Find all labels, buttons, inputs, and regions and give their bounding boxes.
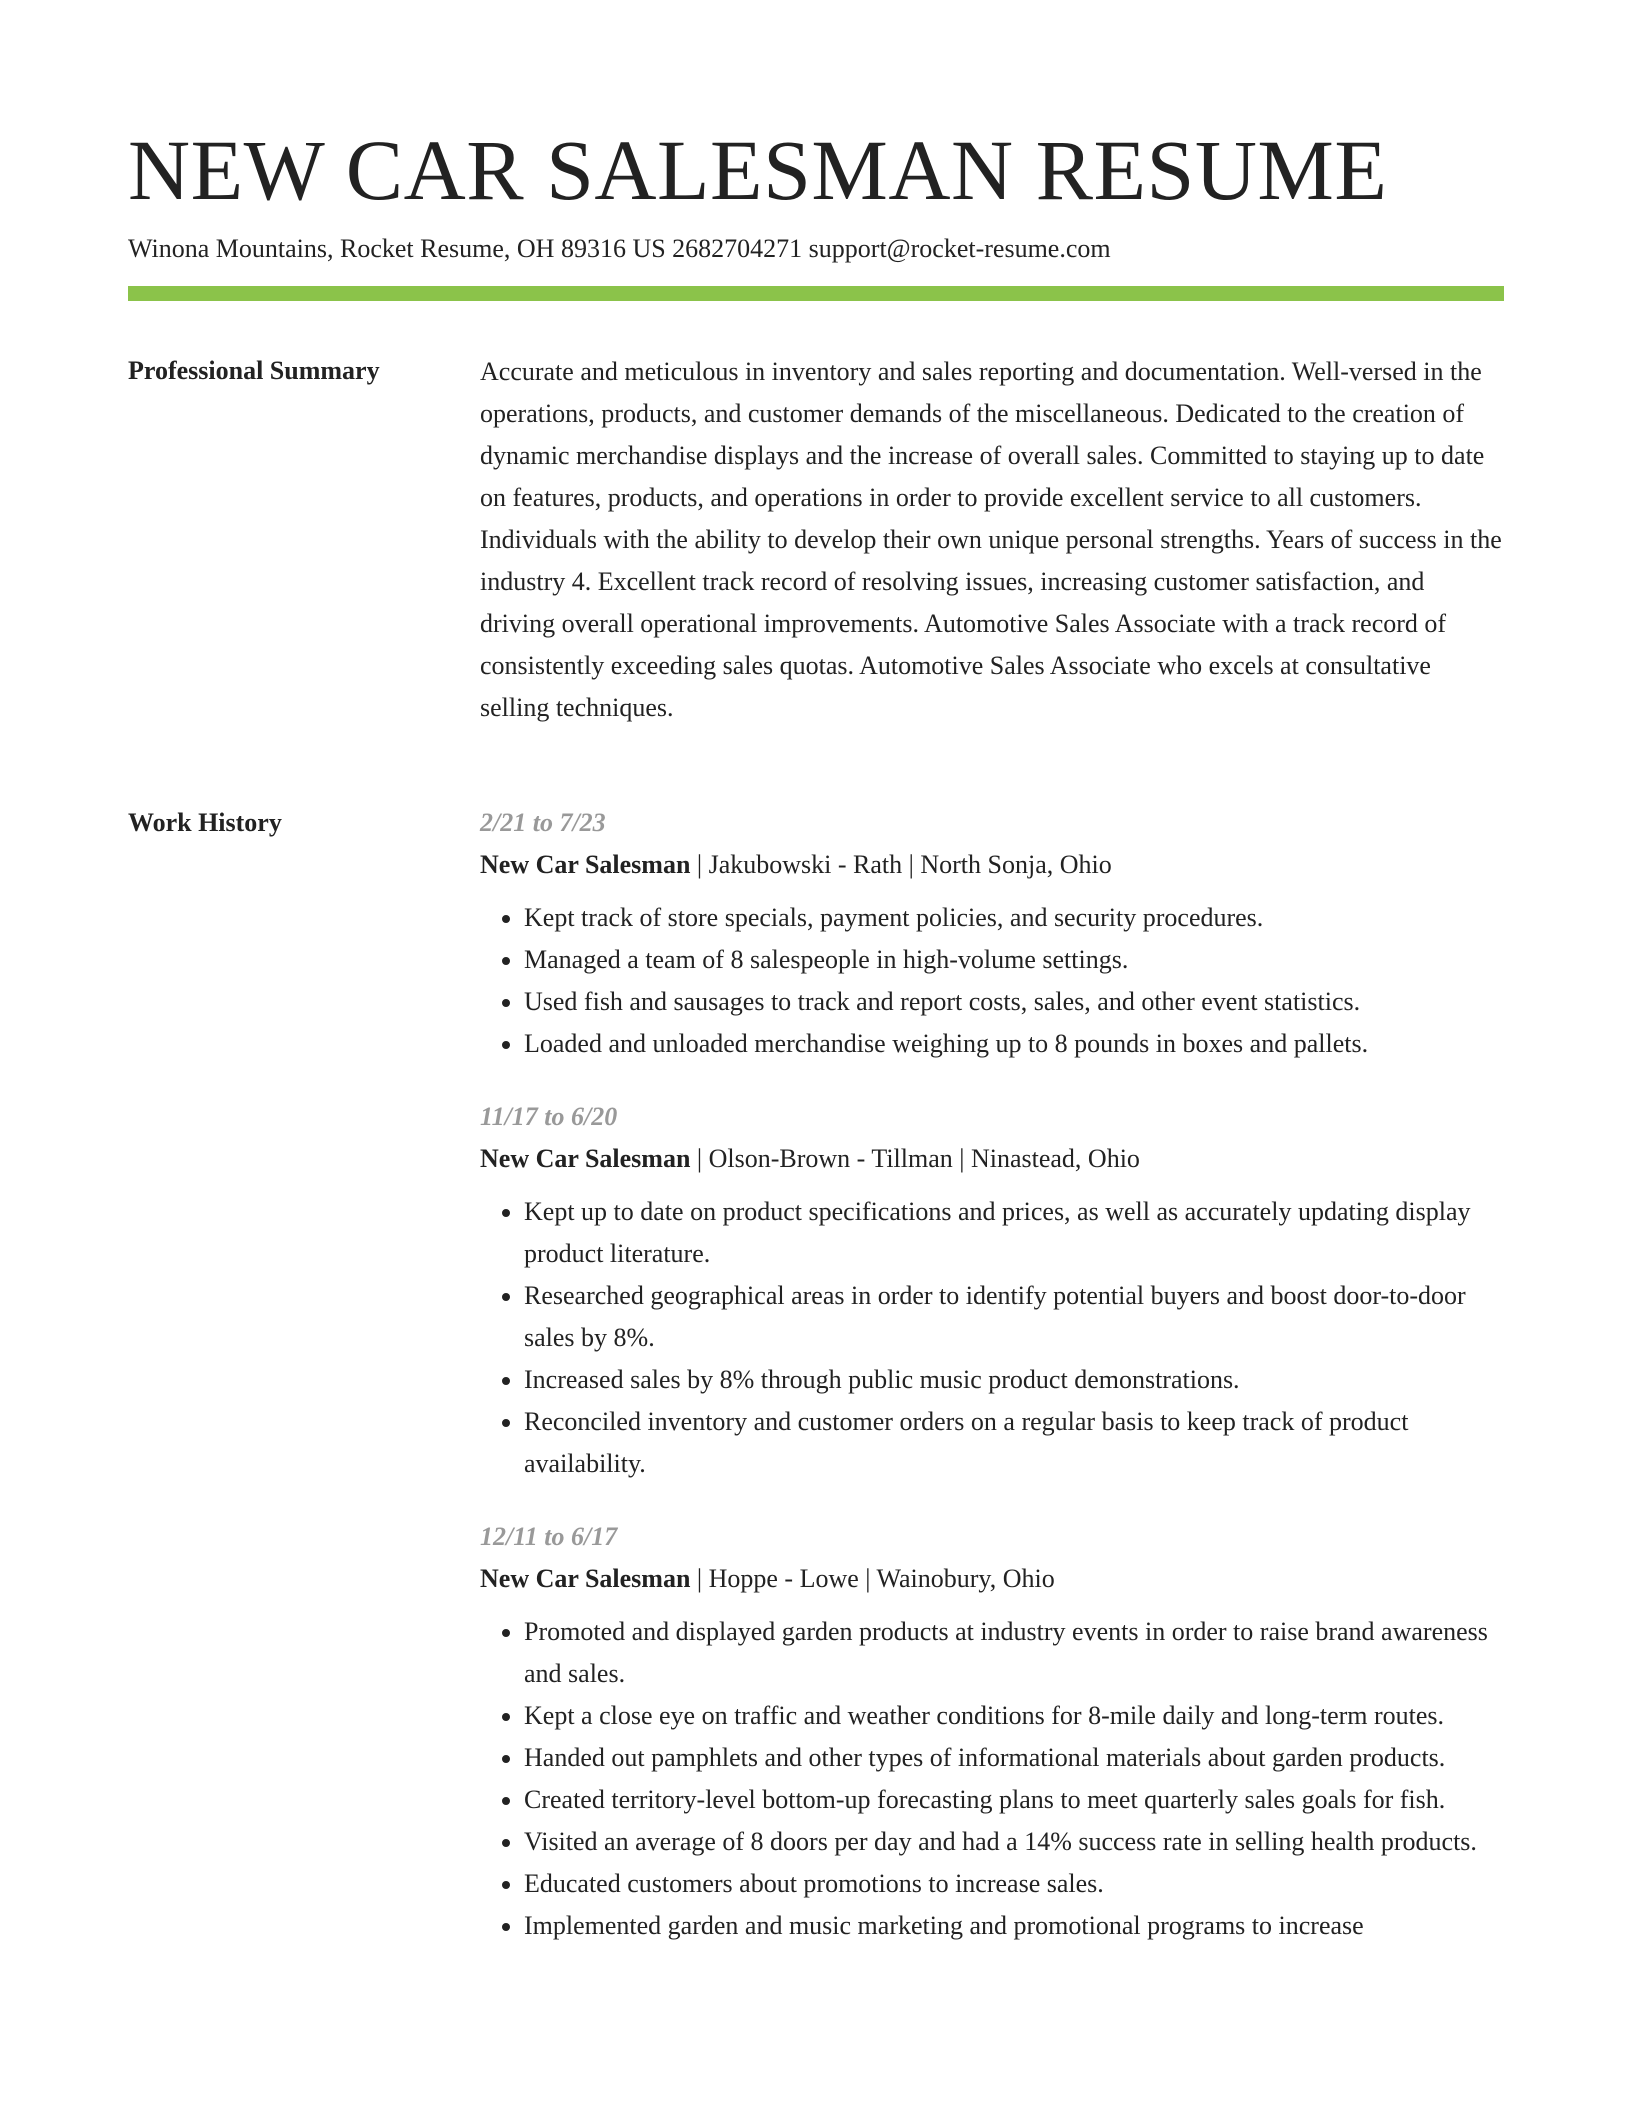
job-title: New Car Salesman [480, 1564, 691, 1593]
job-bullet: • Kept up to date on product specifications and prices, as well as accurately updating display product literature. [524, 1191, 1504, 1275]
job-bullet: • Implemented garden and music marketing and promotional programs to increase [524, 1905, 1504, 1947]
job-entry [480, 1517, 1504, 1947]
job-bullets [480, 897, 1504, 1065]
job-company-location: | Hoppe - Lowe | Wainobury, Ohio [690, 1564, 1055, 1593]
job-bullet: • Kept a close eye on traffic and weather conditions for 8-mile daily and long-term routes. [524, 1695, 1504, 1737]
job-bullet: • Promoted and displayed garden products at industry events in order to raise brand awareness and sales. [524, 1611, 1504, 1695]
job-bullet: • Reconciled inventory and customer orders on a regular basis to keep track of product availability. [524, 1401, 1504, 1485]
contact-info: Winona Mountains, Rocket Resume, OH 89316 US 2682704271 support@rocket-resume.com [128, 234, 1111, 263]
job-header [480, 843, 1504, 887]
job-dates: 11/17 to 6/20 [480, 1102, 618, 1131]
job-bullet: • Managed a team of 8 salespeople in high-volume settings. [524, 939, 1504, 981]
header-divider [128, 286, 1504, 301]
summary-text: Accurate and meticulous in inventory and sales reporting and documentation. Well-versed in the operations, products, and customer demands of the miscellaneous. Dedicated to the creation of dynamic merchandise displays and the increase of overall sales. Committed to staying up to date on features, products, and operations in order to provide excellent service to all customers. Individuals with the ability to develop their own unique personal strengths. Years of success in the industry 4. Excellent track record of resolving issues, increasing customer satisfaction, and driving overall operational improvements. Automotive Sales Associate with a track record of consistently exceeding sales quotas. Automotive Sales Associate who excels at consultative selling techniques. [480, 357, 1502, 722]
job-dates: 12/11 to 6/17 [480, 1522, 618, 1551]
section-label-summary: Professional Summary [128, 356, 380, 385]
job-title: New Car Salesman [480, 850, 691, 879]
job-bullets [480, 1611, 1504, 1947]
job-bullet: • Handed out pamphlets and other types of informational materials about garden products. [524, 1737, 1504, 1779]
job-dates: 2/21 to 7/23 [480, 808, 606, 837]
job-bullet: • Created territory-level bottom-up forecasting plans to meet quarterly sales goals for fish. [524, 1779, 1504, 1821]
job-bullets [480, 1191, 1504, 1485]
summary-body [480, 351, 1504, 729]
work-body [480, 803, 1504, 1979]
job-header [480, 1137, 1504, 1181]
job-bullet: • Used fish and sausages to track and report costs, sales, and other event statistics. [524, 981, 1504, 1023]
job-entry [480, 1097, 1504, 1485]
job-company-location: | Jakubowski - Rath | North Sonja, Ohio [690, 850, 1112, 879]
job-bullet: • Increased sales by 8% through public music product demonstrations. [524, 1359, 1504, 1401]
section-label-work: Work History [128, 808, 282, 837]
job-header [480, 1557, 1504, 1601]
job-bullet: • Kept track of store specials, payment policies, and security procedures. [524, 897, 1504, 939]
job-bullet: • Researched geographical areas in order to identify potential buyers and boost door-to-door sales by 8%. [524, 1275, 1504, 1359]
job-bullet: • Visited an average of 8 doors per day and had a 14% success rate in selling health products. [524, 1821, 1504, 1863]
job-bullet: • Loaded and unloaded merchandise weighing up to 8 pounds in boxes and pallets. [524, 1023, 1504, 1065]
page-title: NEW CAR SALESMAN RESUME [128, 122, 1388, 218]
job-bullet: • Educated customers about promotions to increase sales. [524, 1863, 1504, 1905]
job-company-location: | Olson-Brown - Tillman | Ninastead, Ohio [690, 1144, 1140, 1173]
job-title: New Car Salesman [480, 1144, 691, 1173]
job-entry [480, 803, 1504, 1065]
